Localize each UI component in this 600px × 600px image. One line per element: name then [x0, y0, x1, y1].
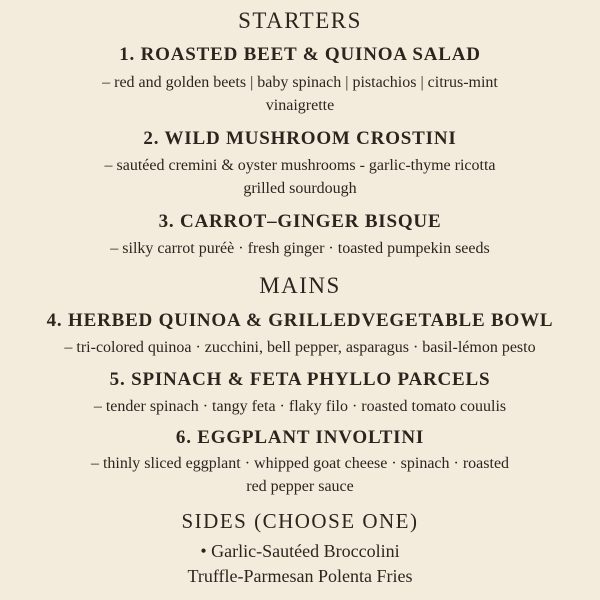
menu-item-description: – red and golden beets | baby spinach | pistachios | citrus-mint [102, 74, 498, 91]
side-option: Truffle-Parmesan Polenta Fries [187, 566, 413, 586]
mains-heading: MAINS [259, 273, 341, 298]
menu-item-description: vinaigrette [265, 97, 335, 114]
starters-heading: STARTERS [238, 8, 362, 33]
menu-item-title: 4. HERBED QUINOA & GRILLEDVEGETABLE BOWL [46, 310, 554, 331]
menu-item-description: – sautéed cremini & oyster mushrooms - garlic-thyme ricotta [104, 157, 496, 174]
sides-heading: SIDES (CHOOSE ONE) [181, 509, 419, 533]
menu-item-title: 1. ROASTED BEET & QUINOA SALAD [119, 44, 481, 65]
menu-item-description: – tender spinach · tangy feta · flaky filo · roasted tomato couulis [93, 398, 507, 415]
menu-item-title: 2. WILD MUSHROOM CROSTINI [143, 128, 457, 149]
menu-item-description: – silky carrot puréè · fresh ginger · toasted pumpekin seeds [110, 240, 490, 257]
menu-item-description: – thinly sliced eggplant · whipped goat cheese · spinach · roasted [90, 455, 510, 472]
menu-item-description: – tri-colored quinoa · zucchini, bell pepper, asparagus · basil-lémon pesto [64, 339, 536, 356]
menu-item-description: red pepper sauce [246, 478, 354, 495]
side-option: • Garlic-Sautéed Broccolini [200, 541, 400, 561]
menu-item-title: 5. SPINACH & FETA PHYLLO PARCELS [109, 369, 491, 390]
menu-item-title: 6. EGGPLANT INVOLTINI [175, 427, 425, 448]
menu-item-title: 3. CARROT–GINGER BISQUE [158, 211, 442, 232]
menu-item-description: grilled sourdough [243, 180, 357, 197]
